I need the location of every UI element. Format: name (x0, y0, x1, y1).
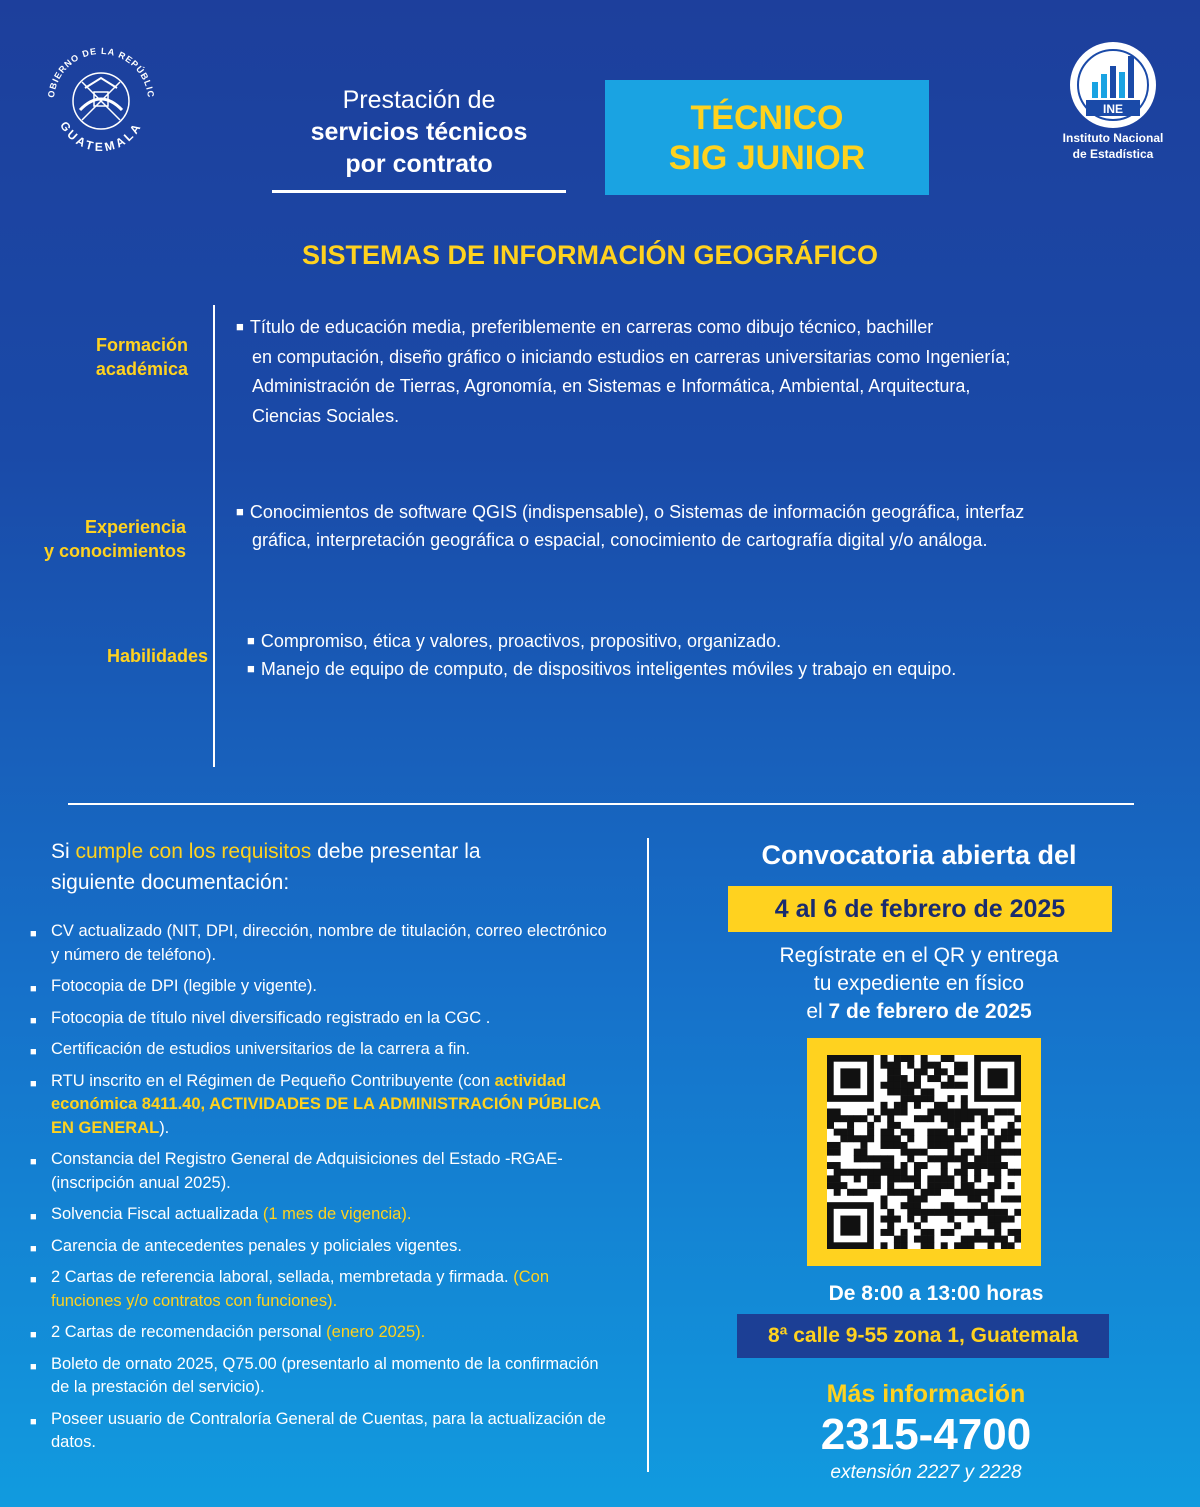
bullet-icon: ■ (30, 1242, 37, 1255)
experiencia-line-2: gráfica, interpretación geográfica o espacial, conocimiento de cartografía digital y/o análoga. (252, 530, 988, 550)
experiencia-label (20, 515, 186, 563)
document-highlight: actividad económica 8411.40, ACTIVIDADES DE LA ADMINISTRACIÓN PÚBLICA EN GENERAL (51, 1071, 601, 1137)
bullet-icon: ■ (30, 1156, 37, 1168)
address: 8ª calle 9-55 zona 1, Guatemala (737, 1314, 1109, 1358)
document-item: ■ Certificación de estudios universitarios de la carrera a fin. (30, 1038, 610, 1062)
bullet-icon: ■ (247, 633, 255, 648)
bullet-icon: ■ (30, 1415, 37, 1428)
document-item: ■ RTU inscrito en el Régimen de Pequeño Contribuyente (con actividad económica 8411.40, ACTIVIDADES DE LA ADMINISTRACIÓN PÚBLICA EN GENERAL). (30, 1071, 601, 1137)
bullet-icon: ■ (236, 504, 244, 519)
ine-logo-text: INE (1102, 102, 1124, 116)
subtitle-line-1: Prestación de (342, 86, 496, 114)
document-item: ■ CV actualizado (NIT, DPI, dirección, nombre de titulación, correo electrónico y número de teléfono). (30, 922, 607, 964)
ine-caption-line-2: de Estadística (1072, 147, 1154, 161)
convocatoria-title: Convocatoria abierta del (761, 840, 1077, 870)
documents-list (30, 920, 610, 1463)
formacion-line-1: Título de educación media, preferiblemente en carreras como dibujo técnico, bachiller (249, 317, 934, 337)
formacion-label (60, 333, 188, 381)
formacion-line-2: en computación, diseño gráfico o iniciando estudios en carreras universitarias como Ingeniería; (252, 346, 1011, 367)
svg-text:GUATEMALA: GUATEMALA (57, 118, 145, 155)
intro-highlight: cumple con los requisitos (75, 840, 312, 863)
bullet-icon: ■ (30, 1360, 37, 1373)
document-item: ■ Constancia del Registro General de Adquisiciones del Estado -RGAE- (inscripción anual 2025). (30, 1150, 563, 1192)
horizontal-divider (68, 803, 1134, 805)
register-instructions: Regístrate en el QR y entrega tu expediente en físico el 7 de febrero de 2025 (779, 944, 1059, 1023)
bullet-icon: ■ (30, 928, 37, 940)
ine-caption (1048, 130, 1178, 162)
header-underline (272, 190, 566, 193)
office-hours: De 8:00 a 13:00 horas (828, 1282, 1044, 1305)
formacion-text (236, 312, 1166, 431)
guatemala-seal-icon (40, 40, 162, 162)
documents-intro: Si cumple con los requisitos debe presentar la siguiente documentación: (51, 840, 481, 894)
bullet-icon: ■ (30, 1211, 37, 1223)
bullet-icon: ■ (30, 1329, 37, 1341)
bullet-icon: ■ (247, 661, 255, 676)
habilidades-label: Habilidades (106, 646, 208, 666)
vertical-divider-bottom (647, 838, 649, 1472)
habilidades-item: ■ Compromiso, ética y valores, proactivos, propositivo, organizado. (247, 631, 782, 651)
bullet-icon: ■ (30, 1046, 37, 1058)
document-highlight: (1 mes de vigencia). (262, 1205, 412, 1223)
document-item: ■ Carencia de antecedentes penales y policiales vigentes. (30, 1235, 610, 1259)
document-item: ■ 2 Cartas de recomendación personal (enero 2025). (30, 1321, 610, 1345)
ine-logo-icon (1070, 42, 1156, 128)
formacion-label-line-2: académica (95, 359, 188, 379)
phone-extension: extensión 2227 y 2228 (830, 1462, 1022, 1483)
subtitle-line-2: servicios técnicos (310, 118, 528, 146)
convocatoria-dates: 4 al 6 de febrero de 2025 (728, 886, 1112, 932)
experiencia-label-line-2: y conocimientos (43, 541, 186, 561)
document-item: ■ Boleto de ornato 2025, Q75.00 (presentarlo al momento de la confirmación de la prestación del servicio). (30, 1354, 599, 1396)
experiencia-text (236, 498, 1176, 554)
document-item: ■ Fotocopia de título nivel diversificado registrado en la CGC . (30, 1007, 610, 1031)
subtitle-line-3: por contrato (345, 150, 493, 178)
bullet-icon: ■ (30, 983, 37, 995)
experiencia-line-1: Conocimientos de software QGIS (indispensable), o Sistemas de información geográfica, interfaz (249, 502, 1025, 522)
habilidades-text (247, 627, 1167, 683)
section-title: SISTEMAS DE INFORMACIÓN GEOGRÁFICO (301, 240, 879, 270)
formacion-label-line-1: Formación (95, 335, 188, 355)
document-highlight: (enero 2025). (326, 1323, 426, 1341)
qr-code-icon[interactable] (827, 1055, 1021, 1249)
bullet-icon: ■ (30, 1077, 37, 1090)
document-highlight: (Con funciones y/o contratos con funciones). (51, 1268, 549, 1310)
formacion-line-4: Ciencias Sociales. (252, 405, 400, 426)
document-item: ■ Fotocopia de DPI (legible y vigente). (30, 975, 610, 999)
svg-text:GOBIERNO DE LA REPÚBLICA: OBIERNO DE LA REPÚBLIC (46, 45, 157, 99)
qr-code-frame (807, 1038, 1041, 1266)
bullet-icon: ■ (30, 1014, 37, 1027)
experiencia-label-line-1: Experiencia (84, 517, 186, 537)
document-item: ■ Solvencia Fiscal actualizada (1 mes de vigencia). (30, 1203, 610, 1227)
delivery-date: 7 de febrero de 2025 (828, 1000, 1032, 1023)
more-info-label: Más información (826, 1380, 1026, 1408)
habilidades-item: ■ Manejo de equipo de computo, de dispositivos inteligentes móviles y trabajo en equipo. (247, 659, 957, 679)
ine-caption-line-1: Instituto Nacional (1062, 131, 1164, 145)
bullet-icon: ■ (30, 1274, 37, 1286)
formacion-line-3: Administración de Tierras, Agronomía, en Sistemas e Informática, Ambiental, Arquitectura, (252, 376, 971, 396)
bullet-icon: ■ (236, 319, 244, 334)
position-title-box (605, 80, 929, 195)
service-type-heading (272, 84, 566, 180)
document-item: ■ 2 Cartas de referencia laboral, sellada, membretada y firmada. (Con funciones y/o contratos con funciones). (30, 1268, 549, 1310)
document-item: ■ Poseer usuario de Contraloría General de Cuentas, para la actualización de datos. (30, 1409, 606, 1451)
position-title-line-1: TÉCNICO (690, 98, 844, 137)
phone-number[interactable]: 2315-4700 (820, 1410, 1032, 1459)
vertical-divider (213, 305, 215, 767)
position-title-line-2: SIG JUNIOR (668, 138, 866, 177)
